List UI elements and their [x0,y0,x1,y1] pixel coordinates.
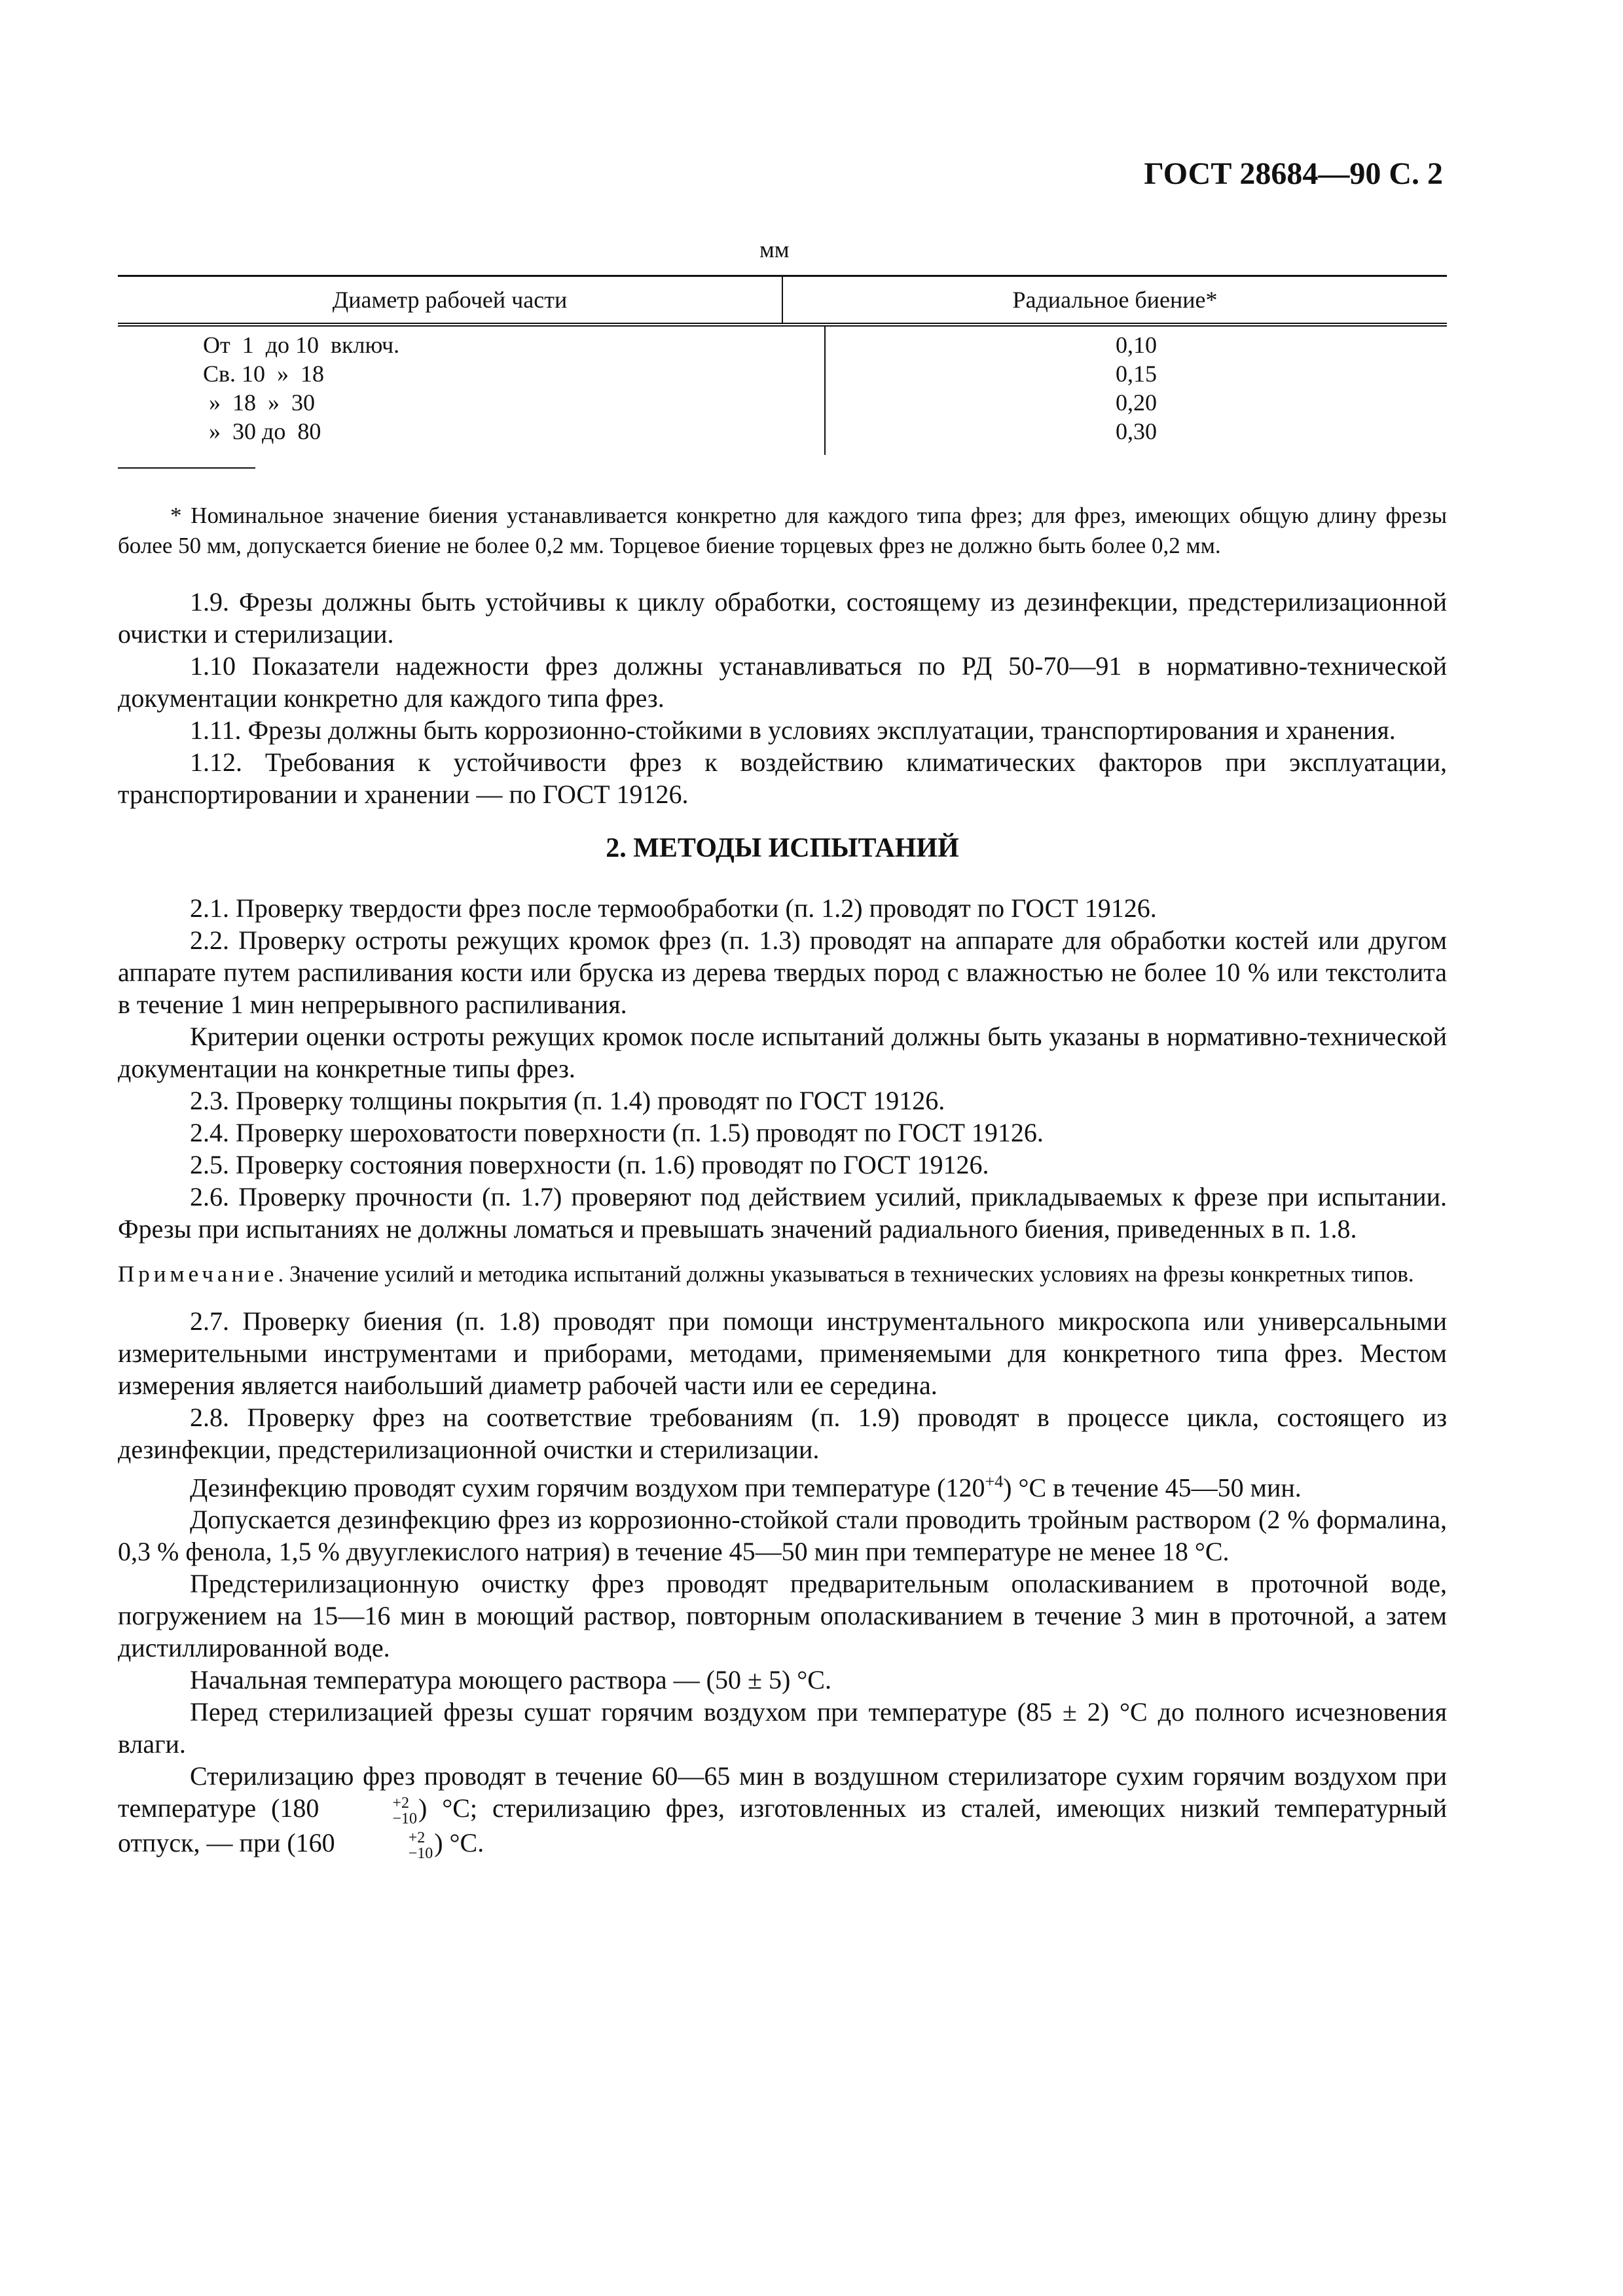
sterilization-text-mid: ) °С; стерилизацию фрез, изготовленных из сталей, имеющих низкий температурный отпуск, — при (160 [118,1793,1448,1858]
clause-1-10: 1.10 Показатели надежности фрез должны устанавливаться по РД 50-70—91 в нормативно-технической документации конкретно для каждого типа фрез. [118,651,1447,713]
tolerance-upper: +2 [392,1795,409,1812]
clause-1-12: 1.12. Требования к устойчивости фрез к воздействию климатических факторов при эксплуатации, транспортировании и хранении — по ГОСТ 19126. [118,747,1447,809]
note-paragraph [118,1259,1447,1289]
clause-1-9: 1.9. Фрезы должны быть устойчивы к циклу обработки, состоящему из дезинфекции, предстерилизационной очистки и стерилизации. [118,587,1447,649]
table-cell-runout: 0,30 [1116,418,1157,444]
clause-2-3: 2.3. Проверку толщины покрытия (п. 1.4) проводят по ГОСТ 19126. [190,1086,945,1115]
clause-2-8: 2.8. Проверку фрез на соответствие требованиям (п. 1.9) проводят в процессе цикла, состоящего из дезинфекции, предстерилизационной очистки и стерилизации. [118,1403,1447,1464]
alt-disinfection-paragraph: Допускается дезинфекцию фрез из коррозионно-стойкой стали проводить тройным раствором (2 % формалина, 0,3 % фенола, 1,5 % двууглекислого натрия) в течение 45—50 мин при температуре не менее 18 °С. [118,1505,1447,1567]
table-cell-runout: 0,10 [1116,332,1157,358]
clause-2-1: 2.1. Проверку твердости фрез после термообработки (п. 1.2) проводят по ГОСТ 19126. [190,893,1157,923]
table-header-row [118,275,1447,327]
sterilization-text: Стерилизацию фрез проводят в течение 60—65 мин в воздушном стерилизаторе сухим горячим воздухом при температуре (180 [118,1761,1447,1823]
sterilization-text-end: ) °С. [434,1828,484,1858]
tolerance-lower: −10 [408,1844,433,1862]
table-cell-diameter: » 30 до 80 [203,418,321,444]
table-footnote: * Номинальное значение биения устанавливается конкретно для каждого типа фрез; для фрез, имеющих общую длину фрезы более 50 мм, допускается биение не более 0,2 мм. Торцевое биение торцевых фрез не должно быть более 0,2 мм. [118,503,1447,558]
disinfection-text: Дезинфекцию проводят сухим горячим воздухом при температуре (120 [190,1473,985,1503]
footnote-rule [118,467,255,469]
document-body [118,586,1447,1861]
clause-2-6: 2.6. Проверку прочности (п. 1.7) проверяют под действием усилий, прикладываемых к фрезе при испытании. Фрезы при испытаниях не должны ломаться и превышать значений радиального биения, приведенных в п. 1.8. [118,1182,1447,1244]
section-heading: 2. МЕТОДЫ ИСПЫТАНИЙ [606,833,959,863]
document-header: ГОСТ 28684—90 С. 2 [1144,156,1443,191]
clause-2-5: 2.5. Проверку состояния поверхности (п. 1.6) проводят по ГОСТ 19126. [190,1150,989,1179]
table-cell-runout: 0,15 [1116,361,1157,387]
note-label: Примечание [118,1261,278,1287]
sterilization-tolerance-1 [320,1795,417,1827]
table-body [118,327,1447,455]
sterilization-tolerance-2 [337,1830,433,1861]
table-cell-runout: 0,20 [1116,389,1157,416]
note-text: . Значение усилий и методика испытаний должны указываться в технических условиях на фрезы конкретных типов. [278,1261,1414,1287]
clause-1-11: 1.11. Фрезы должны быть коррозионно-стойкими в условиях эксплуатации, транспортирования и хранения. [190,715,1396,745]
disinfection-paragraph [118,1465,1447,1503]
criteria-paragraph: Критерии оценки остроты режущих кромок после испытаний должны быть указаны в нормативно-технической документации на конкретные типы фрез. [118,1022,1447,1083]
table-cell-diameter: От 1 до 10 включ. [203,332,400,358]
runout-table [118,275,1447,455]
col-header-runout: Радиальное биение* [1012,287,1218,313]
clause-2-7: 2.7. Проверку биения (п. 1.8) проводят при помощи инструментального микроскопа или универсальными измерительными инструментами и приборами, методами, применяемыми для конкретного типа фрез. Местом измерения является наибольший диаметр рабочей части или ее середина. [118,1306,1447,1400]
drying-paragraph: Перед стерилизацией фрезы сушат горячим воздухом при температуре (85 ± 2) °С до полного исчезновения влаги. [118,1697,1447,1759]
sterilization-paragraph [118,1760,1447,1861]
table-cell-diameter: Св. 10 » 18 [203,361,325,387]
clause-2-2: 2.2. Проверку остроты режущих кромок фрез (п. 1.3) проводят на аппарате для обработки костей или другом аппарате путем распиливания кости или бруска из дерева твердых пород с влажностью не более 10 % или текстолита в течение 1 мин непрерывного распиливания. [118,925,1447,1019]
col-header-diameter: Диаметр рабочей части [118,277,783,323]
solution-temperature-paragraph: Начальная температура моющего раствора — (50 ± 5) °С. [190,1665,831,1695]
cleaning-paragraph: Предстерилизационную очистку фрез проводят предварительным ополаскиванием в проточной воде, погружением на 15—16 мин в моющий раствор, повторным ополаскиванием в течение 3 мин в проточной, а затем дистиллированной воде. [118,1569,1447,1663]
disinfection-tolerance: +4 [985,1472,1004,1491]
table-cell-diameter: » 18 » 30 [203,389,315,416]
diameter-column [118,327,826,455]
runout-column [826,327,1447,455]
tolerance-lower: −10 [392,1810,417,1828]
tolerance-upper: +2 [408,1829,426,1846]
clause-2-4: 2.4. Проверку шероховатости поверхности (п. 1.5) проводят по ГОСТ 19126. [190,1118,1044,1147]
table-unit: мм [759,236,790,262]
disinfection-text-end: ) °С в течение 45—50 мин. [1003,1473,1302,1503]
